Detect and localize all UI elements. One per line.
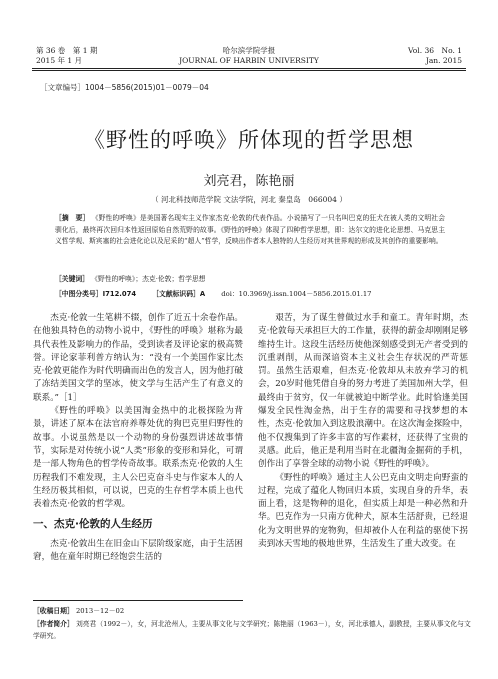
author-bio-text: 刘亮君（1992－），女，河北沧州人，主要从事文化与文学研究；陈艳丽（1963－），女，河北承德人，副教授，主要从事文化与文学研究。: [33, 620, 471, 640]
received-date: [33, 605, 473, 617]
paragraph: 艰苦，为了谋生曾做过水手和童工。青年时期，杰克·伦敦每天承担巨大的工作量，获得的薪金却刚刚足够维持生计。这段生活经历使他深刻感受到无产者受到的沉重剥削，从而深谙资本主义社会生存状况的严苛惩罚。虽然生活艰难，但杰克·伦敦却从未放弃学习的机会，20岁时他凭借自身的努力考进了美国加州大学，但最终由于贫穷，仅一年就被迫中断学业。此时恰逢美国爆发全民性淘金热，出于生存的需要和寻找梦想的本性，杰克·伦敦加入到这股浪潮中。在这次淘金探险中，他不仅搜集到了许多丰富的写作素材，还获得了宝贵的灵感。此后，他正是利用当时在北疆淘金掘荷的手机，创作出了享誉全球的动物小说《野性的呼唤》。: [258, 313, 468, 470]
author-bio-label: ［作者简介］: [33, 620, 74, 628]
doi: doi：10.3969/j.issn.1004－5856.2015.01.17: [221, 290, 372, 298]
volume-cn: 第 36 卷 第 1 期: [36, 46, 98, 55]
journal-name-en: JOURNAL OF HARBIN UNIVERSITY: [179, 56, 319, 65]
running-header: [0, 0, 498, 65]
paper-title: 《野性的呼唤》所体现的哲学思想: [84, 128, 414, 152]
paragraph: 《野性的呼唤》以美国淘金热中的北极探险为背景，讲述了原本在法官府养尊处优的狗巴克里归野性的故事。小说虽然是以一个动物的身份强烈讲述故事情节，实际是对传统小说“人类”形象的变形和异化，可谓是一部人物角色的哲学传奇故事。联系杰克·伦敦的人生历程我们不难发现，主人公巴克奋斗史与作家本人的人生经历极其相似，可以说，巴克的生存哲学本质上也代表着杰克·伦敦的哲学观。: [33, 406, 243, 510]
affiliation: （ 河北科技师范学院 文法学院，河北 秦皇岛 066004 ）: [151, 195, 347, 204]
volume-en: Vol. 36 No. 1: [408, 46, 462, 55]
abstract-label: ［摘 要］: [55, 214, 90, 222]
author-bio: [33, 618, 473, 642]
article-number: ［文章编号］1004－5856(2015)01－0079－04: [40, 83, 209, 92]
document-code: ［文献标识码］A: [152, 290, 206, 298]
header-rule-thin: [32, 70, 466, 71]
keywords-label: ［关键词］: [55, 275, 89, 283]
footnote-rule: [33, 600, 243, 601]
body-column-left: [33, 312, 243, 564]
body-column-right: [258, 312, 468, 551]
received-value: 2013－12－02: [75, 607, 125, 615]
section-heading: 一、杰克·伦敦的人生经历: [33, 518, 153, 531]
clc-number: ［中图分类号］I712.074: [55, 290, 137, 298]
keywords-text: 《野性的呼唤》；杰克·伦敦；哲学思想: [91, 275, 206, 283]
classification-line: [55, 288, 475, 298]
keywords: [55, 273, 445, 283]
authors: 刘亮君，陈艳丽: [203, 174, 295, 189]
received-label: ［收稿日期］: [33, 607, 74, 615]
paragraph: 杰克·伦敦出生在旧金山下层阶级家庭，由于生活困窘，他在童年时期已经饱尝生活的: [33, 538, 243, 563]
abstract: [55, 213, 445, 248]
paragraph: 《野性的呼唤》通过主人公巴克由文明走向野蛮的过程，完成了蕴化人物回归本质，实现自身的升华，表面上看，这是物种的退化，但实质上却是一种必然和升华。巴克作为一只南方优种犬，原本生活舒贵，已经退化为文明世界的宠物狗，但却被仆人在利益的驱使下拐卖到冰天雪地的极地世界，生活发生了重大改变。在: [258, 472, 468, 550]
abstract-text: 《野性的呼唤》是美国著名现实主义作家杰克·伦敦的代表作品。小说描写了一只名叫巴克的狂犬在被人类的文明社会驯化后，最终再次回归本性返回原始自然荒野的故事。《野性的呼唤》体现了四种哲学思想，即：达尔文的进化论思想、马克思主义哲学观、斯宾塞的社会进化论以及尼采的“超人”哲学，反映出作者本人独特的人生经历对其世界观的形成及其创作的重要影响。: [55, 214, 445, 245]
header-right: [408, 46, 462, 66]
date-cn: 2015 年 1 月: [36, 56, 83, 65]
paragraph: 杰克·伦敦一生笔耕不辍，创作了近五十余卷作品。在他独具特色的动物小说中，《野性的呼唤》堪称为最具代表性及影响力的作品，受到读者及评论家的极高赞誉。评论家菲利普方纳认为：“没有一个美国作家比杰克·伦敦更能作为时代明确而出色的发言人，因为他打破了冻结美国文学的坚冰，使文学与生活产生了有意义的联系。”［1］: [33, 313, 243, 403]
journal-name-cn: 哈尔滨学院学报: [222, 46, 276, 55]
date-en: Jan. 2015: [425, 56, 462, 65]
header-rule: [32, 68, 466, 69]
